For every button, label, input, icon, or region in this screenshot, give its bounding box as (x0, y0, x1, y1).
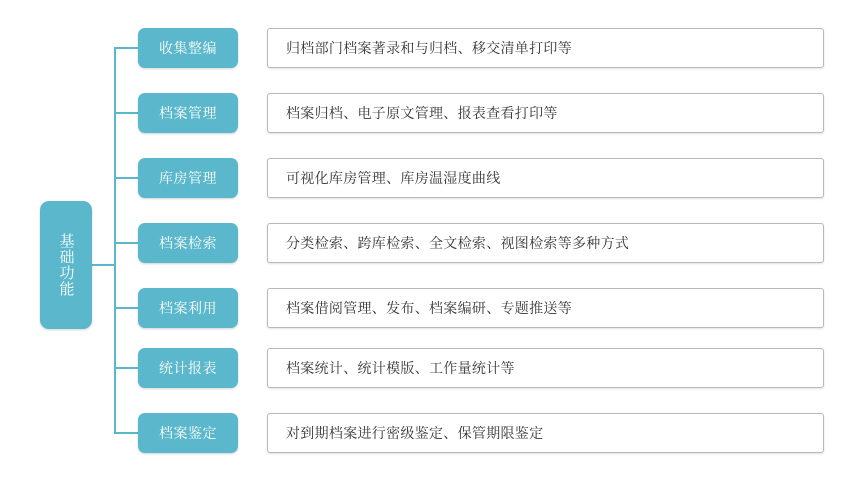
connector-line-7 (92, 265, 138, 433)
category-node-4[interactable]: 档案检索 (138, 223, 238, 263)
description-box-5: 档案借阅管理、发布、档案编研、专题推送等 (267, 288, 824, 328)
description-box-7: 对到期档案进行密级鉴定、保管期限鉴定 (267, 413, 824, 453)
root-node-label: 基础功能 (57, 233, 76, 297)
description-box-3: 可视化库房管理、库房温湿度曲线 (267, 158, 824, 198)
category-node-5[interactable]: 档案利用 (138, 288, 238, 328)
description-box-4: 分类检索、跨库检索、全文检索、视图检索等多种方式 (267, 223, 824, 263)
category-node-3[interactable]: 库房管理 (138, 158, 238, 198)
connector-line-6 (92, 265, 138, 368)
root-node[interactable] (40, 201, 92, 329)
category-node-7[interactable]: 档案鉴定 (138, 413, 238, 453)
category-node-1[interactable]: 收集整编 (138, 28, 238, 68)
description-box-1: 归档部门档案著录和与归档、移交清单打印等 (267, 28, 824, 68)
connector-line-4 (92, 243, 138, 265)
connector-line-1 (92, 48, 138, 265)
connector-line-3 (92, 178, 138, 265)
connector-line-5 (92, 265, 138, 308)
category-node-6[interactable]: 统计报表 (138, 348, 238, 388)
category-node-2[interactable]: 档案管理 (138, 93, 238, 133)
description-box-2: 档案归档、电子原文管理、报表查看打印等 (267, 93, 824, 133)
description-box-6: 档案统计、统计模版、工作量统计等 (267, 348, 824, 388)
connector-line-2 (92, 113, 138, 265)
